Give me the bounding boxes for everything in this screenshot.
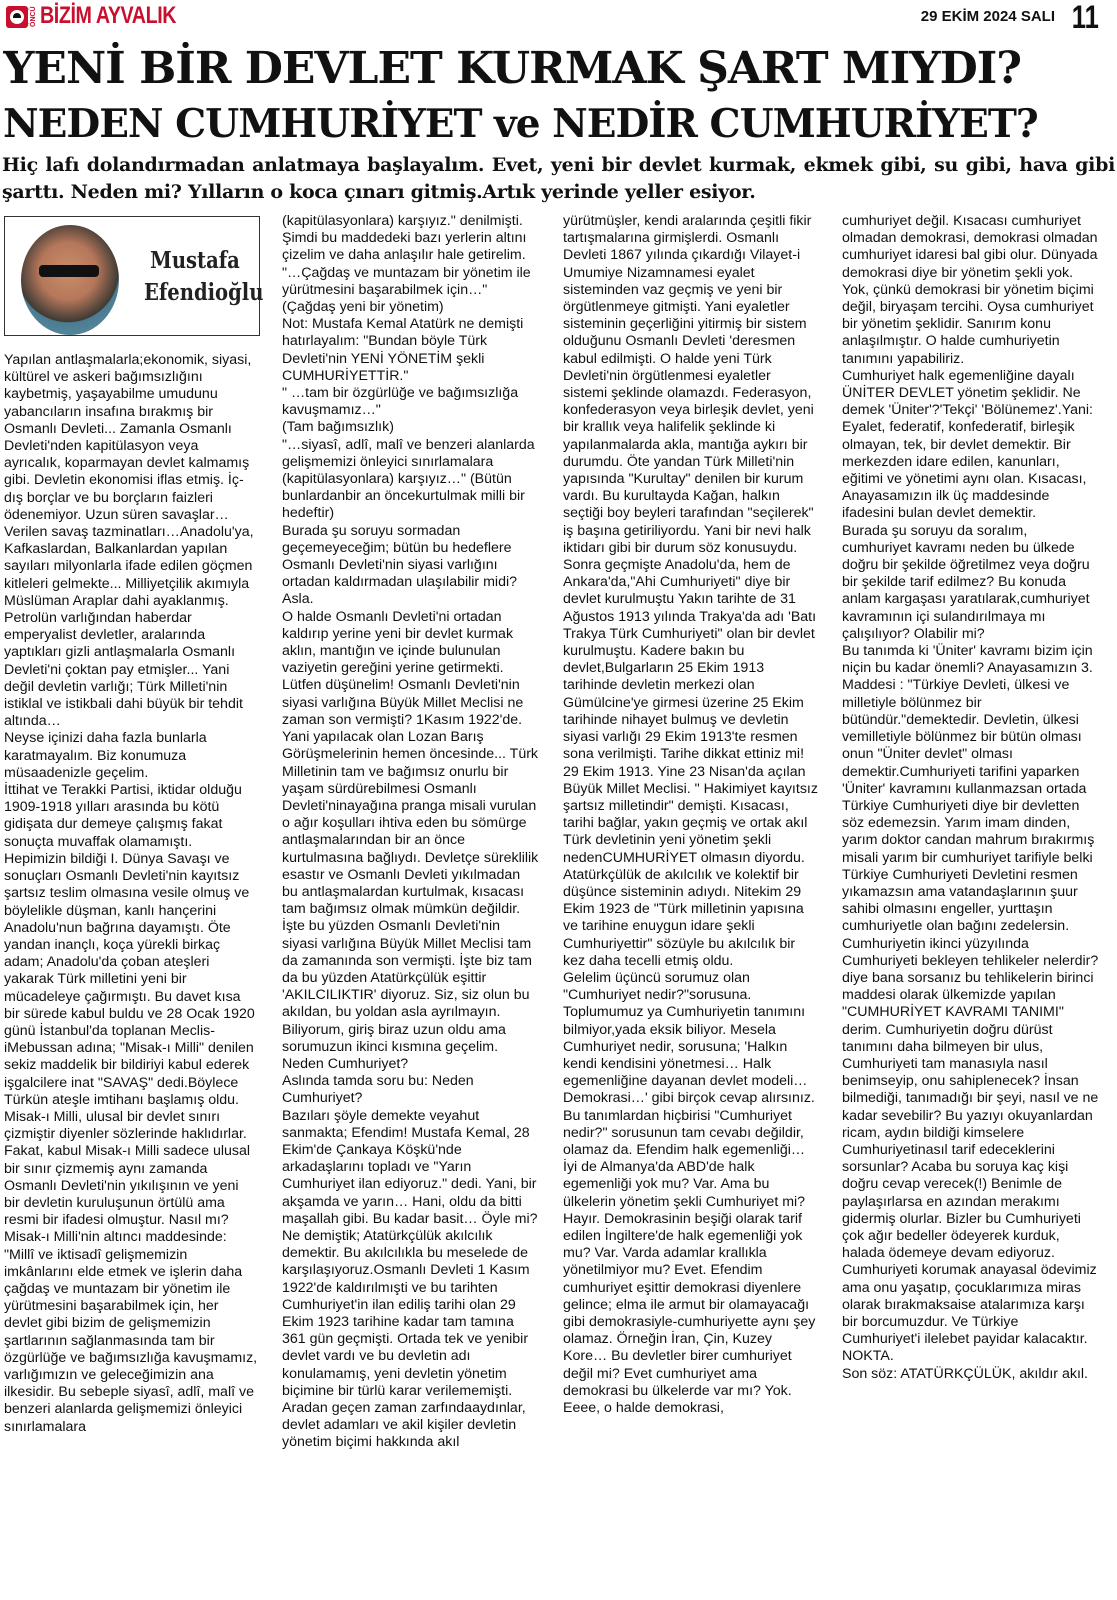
masthead — [0, 0, 1117, 36]
headline-line-1: YENİ BİR DEVLET KURMAK ŞART MIYDI? — [3, 43, 1022, 94]
column-1-text: Yapılan antlaşmalarla;ekonomik, siyasi, kültürel ve askeri bağımsızlığını kaybetmiş, yaşayabilme umudunu yabancıların insafına bırakmış bir Osmanlı Devleti... Zamanla Osmanlı Devleti'nden kapitülasyon veya ayrıcalık, koparmayan devlet kalmamış gibi. Devletin ekonomisi iflas etmiş. İç-dış borçlar ve bu borçların faizleri ödenemiyor. Uzun süren savaşlar…Verilen savaş tazminatları…Anadolu'ya, Kafkaslardan, Balkanlardan yapılan sayıları milyonlarla ifade edilen göçmen kitleleri gelmekte... Milliyetçilik akımıyla Müslüman Araplar dahi ayaklanmış. Petrolün varlığından haberdar emperyalist devletler, aralarında yaptıkları gizli antlaşmalarla Osmanlı Devleti'ni çoktan pay etmişler... Yani değil devletin varlığı; Türk Milleti'nin istiklal ve istikbali dahi büyük bir tehdit altında… Neyse içinizi daha fazla bunlarla karatmayalım. Biz konumuza müsaadenizle geçelim. İttihat ve Terakki Partisi, iktidar olduğu 1909-1918 yılları arasında bu kötü gidişata dur demeye çalışmış fakat sonuçta muvaffak olamamıştı. Hepimizin bildiği I. Dünya Savaşı ve sonuçları Osmanlı Devleti'nin kayıtsız şartsız teslim olmasına vesile olmuş ve böylelikle düşman, kanlı hançerini Anadolu'nun bağrına dayamıştı. Öte yandan inançlı, koça yürekli birkaç adam; Anadolu'da çoban ateşleri yakarak Türk milletini yeni bir mücadeleye çağırmıştı. Bu davet kısa bir sürede kabul buldu ve 28 Ocak 1920 günü İstanbul'da toplanan Meclis-iMebussan adına; "Misak-ı Milli" denilen sekiz maddelik bir bildiriyi kabul ederek işgalcilere inat "SAVAŞ" dedi.Böylece Türkün ateşle imtihanı başlamış oldu. Misak-ı Milli, ulusal bir devlet sınırı çizmiştir diyenler sözlerinde haklıdırlar. Fakat, kabul Misak-ı Milli sadece ulusal bir sınır çizmemiş aynı zamanda Osmanlı Devleti'nin yıkılışının ve yeni bir devletin kuruluşunun örtülü ama resmi bir ifadesi olmuştur. Nasıl mı? Misak-ı Milli'nin altıncı maddesinde: "Millî ve iktisadî gelişmemizin imkânlarını elde etmek ve işlerin daha çağdaş ve muntazam bir yönetim ile yürütmesini başarabilmek için, her devlet gibi bizim de gelişmemizin şartlarının sağlanmasında tam bir özgürlüğe ve bağımsızlığa kavuşmamız, varlığımızın ve geleceğimizin ana ilkesidir. Bu sebeple siyasî, adlî, malî ve benzeri alanlarda gelişmemizi önleyici sınırlamalara — [4, 352, 258, 1435]
article-column-1 — [4, 352, 258, 1436]
author-box — [4, 216, 264, 336]
article-lead: Hiç lafı dolandırmadan anlatmaya başlayalım. Evet, yeni bir devlet kurmak, ekmek gibi, su gibi, hava gibi şarttı. Neden mi? Yılların o koca çınarı gitmiş.Artık yerinde yeller esiyor. — [2, 154, 1115, 203]
author-name: Mustafa Efendioğlu — [144, 247, 264, 306]
author-photo — [21, 225, 119, 335]
article-column-2 — [282, 213, 539, 1452]
issue-date: 29 EKİM 2024 SALI — [920, 8, 1055, 25]
article-column-3 — [563, 213, 818, 1417]
newspaper-logo: BİZİM AYVALIK — [40, 2, 177, 29]
logo-tag: ÖNCÜ — [30, 6, 37, 28]
column-2-text: (kapitülasyonlara) karşıyız." denilmişti. Şimdi bu maddedeki bazı yerlerin altını çizelim ve daha anlaşılır hale getirelim. "…Çağdaş ve muntazam bir yönetim ile yürütmesini başarabilmek için…" (Çağdaş yeni bir yönetim) Not: Mustafa Kemal Atatürk ne demişti hatırlayalım: "Bundan böyle Türk Devleti'nin YENİ YÖNETİM şekli CUMHURİYETTİR." " …tam bir özgürlüğe ve bağımsızlığa kavuşmamız…" (Tam bağımsızlık) "…siyasî, adlî, malî ve benzeri alanlarda gelişmemizi önleyici sınırlamalara (kapitülasyonlara) karşıyız…" (Bütün bunlardanbir an öncekurtulmak milli bir hedeftir) Burada şu soruyu sormadan geçemeyeceğim; bütün bu hedeflere Osmanlı Devleti'nin siyasi varlığını ortadan kaldırmadan ulaşılabilir midi? Asla. O halde Osmanlı Devleti'ni ortadan kaldırıp yerine yeni bir devlet kurmak aklın, mantığın ve içinde bulunulan vaziyetin gereğini yerine getirmekti. Lütfen düşünelim! Osmanlı Devleti'nin siyasi varlığına Büyük Millet Meclisi ne zaman son vermişti? 1Kasım 1922'de. Yani yapılacak olan Lozan Barış Görüşmelerinin hemen öncesinde... Türk Milletinin tam ve bağımsız onurlu bir yaşam sürdürebilmesi Osmanlı Devleti'ninayağına pranga misali vurulan o ağır koşulları ihtiva eden bu sömürge antlaşmalarından bir an önce kurtulmasına bağlıydı. Devletçe süreklilik esastır ve Osmanlı Devleti yıkılmadan bu antlaşmalardan kurtulmak, kısacası tam bağımsız olmak mümkün değildir. İşte bu yüzden Osmanlı Devleti'nin siyasi varlığına Büyük Millet Meclisi tam da zamanında son vermişti. İşte biz tam da bu yüzden Atatürkçülük eşittir 'AKILCILIKTIR' diyoruz. Siz, siz olun bu akıldan, bu yoldan asla ayrılmayın. Biliyorum, giriş biraz uzun oldu ama sorumuzun ikinci kısmına geçelim. Neden Cumhuriyet? Aslında tamda soru bu: Neden Cumhuriyet? Bazıları şöyle demekte veyahut sanmakta; Efendim! Mustafa Kemal, 28 Ekim'de Çankaya Köşkü'nde arkadaşlarını topladı ve "Yarın Cumhuriyet ilan ediyoruz." dedi. Yani, bir akşamda ve yarın… Hani, oldu da bitti maşallah gibi. Bu kadar basit… Öyle mi? Ne demiştik; Atatürkçülük akılcılık demektir. Bu akılcılıkla bu meselede de karşılaşıyoruz.Osmanlı Devleti 1 Kasım 1922'de kaldırılmışti ve bu tarihten Cumhuriyet'in ilan ediliş tarihi olan 29 Ekim 1923 tarihine kadar tam tamına 361 gün geçmişti. Ortada tek ve yenibir devlet vardı ve bu devletin adı konulamamış, yeni devletin yönetim biçimine bir türlü karar verilememişti. Aradan geçen zaman zarfındaaydınlar, devlet adamları ve akil kişiler devletin yönetim biçimi hakkında akıl — [282, 213, 539, 1451]
logo-icon — [6, 6, 28, 28]
page-number: 11 — [1071, 0, 1099, 35]
column-4-text: cumhuriyet değil. Kısacası cumhuriyet olmadan demokrasi, demokrasi olmadan cumhuriyet idaresi bal gibi olur. Dünyada demokrasi diye bir yönetim şekli yok. Yok, çünkü demokrasi bir yönetim biçimi değil, biryaşam tercihi. Oysa cumhuriyet bir yönetim şeklidir. Sanırım konu anlaşılmıştır. O halde cumhuriyetin tanımını yapabiliriz. Cumhuriyet halk egemenliğine dayalı ÜNİTER DEVLET yönetim şeklidir. Ne demek 'Üniter'?'Tekçi' 'Bölünemez'.Yani: Eyalet, federatif, konfederatif, birleşik olmayan, tek, bir devlet demektir. Bir merkezden idare edilen, kanunları, eğitimi ve yönetimi aynı olan. Kısacası, Anayasamızın ilk üç maddesinde ifadesini bulan devlet demektir. Burada şu soruyu da soralım, cumhuriyet kavramı neden bu ülkede doğru bir şekilde öğretilmez veya doğru bir şekilde tarif edilmez? Bu konuda anlam kargaşası yaratılarak,cumhuriyet kavramının içi sulandırılmaya mı çalışılıyor? Olabilir mi? Bu tanımda ki 'Üniter' kavramı bizim için niçin bu kadar önemli? Anayasamızın 3. Maddesi : "Türkiye Devleti, ülkesi ve milletiyle bölünmez bir bütündür."demektedir. Devletin, ülkesi vemilletiyle bölünmez bir bütün olması onun "Üniter devlet" olması demektir.Cumhuriyeti tarifini yaparken 'Üniter' kavramını kullanmazsan ortada Türkiye Cumhuriyeti diye bir devletten söz edemezsin. Yarım imam dinden, yarım doktor candan mahrum bırakırmış misali yarım bir cumhuriyet tarifiyle belki Türkiye Cumhuriyeti Devletini resmen yıkamazsın ama vatandaşlarının şuur sahibi olmasını engeller, yurttaşın cumhuriyetle olan bağını zedelersin. Cumhuriyetin ikinci yüzyılında Cumhuriyeti bekleyen tehlikeler nelerdir? diye bana sorsanız bu tehlikelerin birinci maddesi olarak ülkemizde yapılan "CUMHURİYET KAVRAMI TANIMI" derim. Cumhuriyetin doğru dürüst tanımını daha bilmeyen bir ulus, Cumhuriyeti tam manasıyla nasıl benimseyip, onu sahiplenecek? İnsan bilmediği, tanımadığı bir şeyi, nasıl ve ne kadar sevebilir? Bu yazıyı okuyanlardan ricam, aydın bildiği kimselere Cumhuriyetinasıl tarif edeceklerini sorsunlar? Acaba bu soruya kaç kişi doğru cevap verecek(!) Benimle de paylaşırlarsa en azından merakımı gidermiş olurlar. Bizler bu Cumhuriyeti çok ağır bedeller ödeyerek kurduk, halada ödemeye devam ediyoruz. Cumhuriyeti korumak anayasal ödevimiz ama onu yaşatıp, çocuklarımıza miras olarak bırakmaksaise atalarımıza karşı bir borcumuzdur. Ve Türkiye Cumhuriyet'i ilelebet payidar kalacaktır. NOKTA. Son söz: ATATÜRKÇÜLÜK, akıldır akıl. — [842, 213, 1099, 1382]
headline-line-2: NEDEN CUMHURİYET ve NEDİR CUMHURİYET? — [3, 101, 1038, 147]
column-3-text: yürütmüşler, kendi aralarında çeşitli fikir tartışmalarına girmişlerdi. Osmanlı Devleti 1867 yılında çıkardığı Vilayet-i Umumiye Nizamnamesi eyalet sisteminden vaz geçmiş ve yeni bir örgütlenmeye gitmişti. Yani eyaletler sisteminin geçerliğini yitirmiş bir sistem olduğunu Osmanlı Devleti 'deresmen kabul edilmişti. O halde yeni Türk Devleti'nin örgütlenmesi eyaletler sistemi şeklinde olamazdı. Federasyon, konfederasyon veya birleşik devlet, yeni bir krallık veya halifelik şeklinde ki yapılanmalarda akla, mantığa aykırı bir durumdu. Öte yandan Türk Milleti'nin yapısında "Kurultay" denilen bir kurum vardı. Bu kurultayda Kağan, halkın seçtiği boy beyleri tarafından "seçilerek" iş başına getiriliyordu. Yani bir nevi halk iktidarı gibi bir durum söz konusuydu. Sonra geçmişte Anadolu'da, hem de Ankara'da,"Ahi Cumhuriyeti" diye bir devlet kurulmuştu Yakın tarihte de 31 Ağustos 1913 yılında Trakya'da adı 'Batı Trakya Türk Cumhuriyeti" olan bir devlet kurulmuştu. Kadere bakın bu devlet,Bulgarların 25 Ekim 1913 tarihinde devletin merkezi olan Gümülcine'ye girmesi üzerine 25 Ekim tarihinde nihayet bulmuş ve devletin siyasi varlığı 29 Ekim 1913'te resmen sona verilmişti. Tarihe dikkat ettiniz mi! 29 Ekim 1913. Yine 23 Nisan'da açılan Büyük Millet Meclisi. " Hakimiyet kayıtsız şartsız milletindir" demişti. Kısacası, tarihi bağlar, yakın geçmiş ve ortak akıl Türk devletinin yeni yönetim şekli nedenCUMHURİYET olmasın diyordu. Atatürkçülük de akılcılık ve kolektif bir düşünce sisteminin adıydı. Nitekim 29 Ekim 1923 de "Türk milletinin yapısına ve tarihine enuygun idare şekli Cumhuriyettir" sözüyle bu akılcılık bir kez daha tecelli etmiş oldu. Gelelim üçüncü sorumuz olan "Cumhuriyet nedir?"sorusuna. Toplumumuz ya Cumhuriyetin tanımını bilmiyor,yada eksik biliyor. Mesela Cumhuriyet nedir, sorusuna; 'Halkın kendi kendisini yönetmesi… Halk egemenliğine dayanan devlet modeli… Demokrasi…' gibi birçok cevap alırsınız. Bu tanımlardan hiçbirisi "Cumhuriyet nedir?" sorusunun tam cevabı değildir, olamaz da. Efendim halk egemenliği…İyi de Almanya'da ABD'de halk egemenliği yok mu? Var. Ama bu ülkelerin yönetim şekli Cumhuriyet mi? Hayır. Demokrasinin beşiği olarak tarif edilen İngiltere'de halk egemenliği yok mu? Var. Varda adamlar krallıkla yönetilmiyor mu? Evet. Efendim cumhuriyet eşittir demokrasi diyenlere gelince; elma ile armut bir olamayacağı gibi demokrasiyle-cumhuriyette aynı şey olamaz. Örneğin İran, Çin, Kuzey Kore… Bu devletler birer cumhuriyet değil mi? Evet cumhuriyet ama demokrasi bu ülkelerde var mı? Yok. Eeee, o halde demokrasi, — [563, 213, 818, 1417]
article-column-4 — [842, 213, 1100, 1383]
